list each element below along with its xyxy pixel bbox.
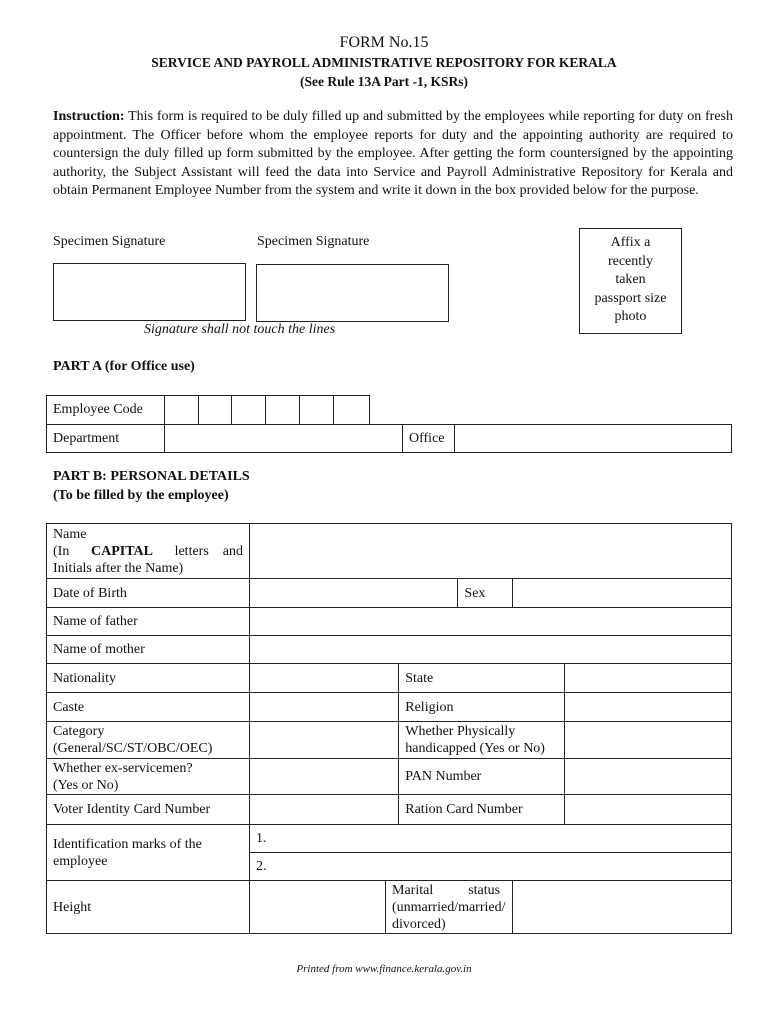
name-letters: letters and bbox=[174, 543, 243, 559]
ration-card-label: Ration Card Number bbox=[399, 795, 564, 825]
father-name-label: Name of father bbox=[47, 608, 250, 636]
voter-id-label: Voter Identity Card Number bbox=[47, 795, 250, 825]
employee-code-digit[interactable] bbox=[266, 396, 300, 425]
department-field[interactable] bbox=[165, 425, 403, 453]
name-capital: CAPITAL bbox=[90, 543, 153, 559]
height-field[interactable] bbox=[250, 881, 386, 934]
handicapped-label-line-1: Whether Physically bbox=[405, 724, 516, 739]
form-number: FORM No.15 bbox=[339, 34, 429, 51]
name-field[interactable] bbox=[250, 524, 732, 579]
employee-code-digit[interactable] bbox=[232, 396, 266, 425]
employee-code-digit[interactable] bbox=[198, 396, 232, 425]
handicapped-label-line-2: handicapped (Yes or No) bbox=[405, 741, 545, 756]
signature-box-1[interactable] bbox=[53, 263, 246, 321]
marital-status-label-line-3: divorced) bbox=[392, 916, 446, 932]
sex-field[interactable] bbox=[512, 579, 731, 608]
height-label: Height bbox=[47, 881, 250, 934]
pan-field[interactable] bbox=[564, 759, 731, 795]
part-b-subheading: (To be filled by the employee) bbox=[53, 488, 229, 503]
personal-details-table bbox=[46, 523, 732, 934]
marital-status-label bbox=[386, 881, 513, 934]
pan-label: PAN Number bbox=[399, 759, 564, 795]
form-title: SERVICE AND PAYROLL ADMINISTRATIVE REPOSITORY FOR KERALA bbox=[151, 55, 617, 70]
identification-marks-label-line-2: employee bbox=[53, 853, 108, 869]
signature-box-2[interactable] bbox=[256, 264, 449, 322]
identification-marks-label bbox=[47, 825, 250, 881]
photo-line-3: taken bbox=[615, 272, 646, 287]
nationality-field[interactable] bbox=[250, 664, 399, 693]
department-office-table bbox=[46, 424, 732, 453]
name-label-line: Name bbox=[53, 526, 87, 542]
dob-label: Date of Birth bbox=[47, 579, 250, 608]
employee-code-table bbox=[46, 395, 370, 425]
photo-line-5: photo bbox=[614, 309, 647, 324]
identification-mark-2[interactable]: 2. bbox=[250, 853, 732, 881]
ex-servicemen-label-line-2: (Yes or No) bbox=[53, 777, 119, 793]
office-label: Office bbox=[403, 425, 455, 453]
signature-label-1: Specimen Signature bbox=[53, 234, 166, 249]
religion-label: Religion bbox=[399, 693, 564, 722]
name-label-initials: Initials after the Name) bbox=[53, 560, 184, 576]
category-label-line-2: (General/SC/ST/OBC/OEC) bbox=[53, 741, 213, 756]
signature-label-2: Specimen Signature bbox=[257, 234, 370, 249]
sex-label: Sex bbox=[458, 579, 512, 608]
ex-servicemen-label bbox=[47, 759, 250, 795]
identification-mark-1[interactable]: 1. bbox=[250, 825, 732, 853]
name-in: (In bbox=[53, 543, 70, 559]
name-label-capital-line bbox=[53, 543, 243, 560]
signature-note: Signature shall not touch the lines bbox=[144, 322, 336, 337]
marital-status-label-line-2: (unmarried/married/ bbox=[392, 899, 506, 915]
religion-field[interactable] bbox=[564, 693, 731, 722]
photo-line-1: Affix a bbox=[610, 235, 651, 250]
voter-id-field[interactable] bbox=[250, 795, 399, 825]
employee-code-digit[interactable] bbox=[334, 396, 370, 425]
form-rule: (See Rule 13A Part -1, KSRs) bbox=[300, 74, 468, 89]
category-field[interactable] bbox=[250, 722, 399, 759]
dob-field[interactable] bbox=[250, 579, 458, 608]
caste-field[interactable] bbox=[250, 693, 399, 722]
footer-printed-from: Printed from www.finance.kerala.gov.in bbox=[296, 963, 472, 975]
ration-card-field[interactable] bbox=[564, 795, 731, 825]
state-field[interactable] bbox=[564, 664, 731, 693]
instruction-label: Instruction: bbox=[53, 109, 125, 124]
employee-code-digit[interactable] bbox=[300, 396, 334, 425]
category-label-line-1: Category bbox=[53, 724, 105, 739]
marital-status-field[interactable] bbox=[512, 881, 731, 934]
ex-servicemen-field[interactable] bbox=[250, 759, 399, 795]
part-b-heading: PART B: PERSONAL DETAILS bbox=[53, 469, 250, 484]
mother-name-field[interactable] bbox=[250, 636, 732, 664]
part-a-heading: PART A (for Office use) bbox=[53, 359, 195, 374]
identification-marks-label-line-1: Identification marks of the bbox=[53, 836, 202, 852]
nationality-label: Nationality bbox=[47, 664, 250, 693]
ex-servicemen-label-line-1: Whether ex-servicemen? bbox=[53, 760, 193, 776]
photo-box[interactable] bbox=[579, 228, 682, 334]
marital-status-label-line-1: Marital status bbox=[392, 882, 501, 898]
photo-line-4: passport size bbox=[594, 290, 667, 306]
caste-label: Caste bbox=[47, 693, 250, 722]
state-label: State bbox=[399, 664, 564, 693]
instruction-text: This form is required to be duly filled up and submitted by the employees while reporting for duty on fresh appointment. The Officer before whom the employee reports for duty and the appointing authority are required to countersign the duly filled up form submitted by the employee. After getting the form countersigned by the appointing authority, the Subject Assistant will feed the data into Service and Payroll Administrative Repository for Kerala and obtain Permanent Employee Number from the system and write it down in the box provided below for the purpose. bbox=[53, 109, 734, 198]
office-field[interactable] bbox=[455, 425, 732, 453]
employee-code-label: Employee Code bbox=[47, 396, 165, 425]
mother-name-label: Name of mother bbox=[47, 636, 250, 664]
photo-line-2: recently bbox=[607, 253, 654, 269]
instruction-paragraph bbox=[53, 108, 733, 201]
name-label bbox=[47, 524, 250, 579]
handicapped-field[interactable] bbox=[564, 722, 731, 759]
department-label: Department bbox=[47, 425, 165, 453]
father-name-field[interactable] bbox=[250, 608, 732, 636]
handicapped-label bbox=[399, 722, 564, 759]
category-label bbox=[47, 722, 250, 759]
employee-code-digit[interactable] bbox=[164, 396, 198, 425]
